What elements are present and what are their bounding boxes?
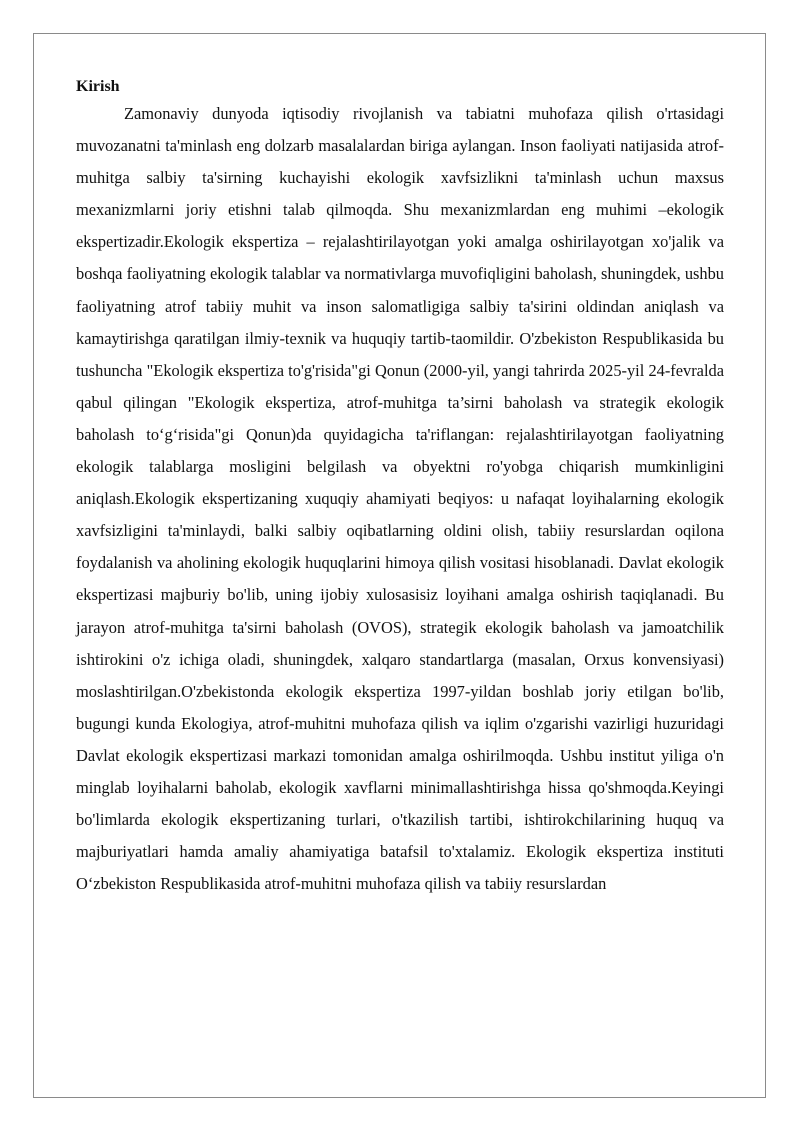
section-heading: Kirish [76,78,120,95]
body-paragraph: Zamonaviy dunyoda iqtisodiy rivojlanish va tabiatni muhofaza qilish o'rtasidagi muvozanatni ta'minlash eng dolzarb masalalardan biriga aylangan. Inson faoliyati natijasida atrof-muhitga salbiy ta'sirning kuchayishi ekologik xavfsizlikni ta'minlash uchun maxsus mexanizmlarni joriy etishni talab qilmoqda. Shu mexanizmlardan eng muhimi –ekologik ekspertizadir.Ekologik ekspertiza – rejalashtirilayotgan yoki amalga oshirilayotgan xo'jalik va boshqa faoliyatning ekologik talablar va normativlarga muvofiqligini baholash, shuningdek, ushbu faoliyatning atrof tabiiy muhit va inson salomatligiga salbiy ta'sirini oldindan aniqlash va kamaytirishga qaratilgan ilmiy-texnik va huquqiy tartib-taomildir. O'zbekiston Respublikasida bu tushuncha "Ekologik ekspertiza to'g'risida"gi Qonun (2000-yil, yangi tahrirda 2025-yil 24-fevralda qabul qilingan "Ekologik ekspertiza, atrof-muhitga ta’sirni baholash va strategik ekologik baholash to‘g‘risida"gi Qonun)da quyidagicha ta'riflangan: rejalashtirilayotgan faoliyatning ekologik talablarga mosligini belgilash va obyektni ro'yobga chiqarish mumkinligini aniqlash.Ekologik ekspertizaning xuquqiy ahamiyati beqiyos: u nafaqat loyihalarning ekologik xavfsizligini ta'minlaydi, balki salbiy oqibatlarning oldini olish, tabiiy resurslardan oqilona foydalanish va aholining ekologik huquqlarini himoya qilish vositasi hisoblanadi. Davlat ekologik ekspertizasi majburiy bo'lib, uning ijobiy xulosasisiz loyihani amalga oshirish taqiqlanadi. Bu jarayon atrof-muhitga ta'sirni baholash (OVOS), strategik ekologik baholash va jamoatchilik ishtirokini o'z ichiga oladi, shuningdek, xalqaro standartlarga (masalan, Orxus konvensiyasi) moslashtirilgan.O'zbekistonda ekologik ekspertiza 1997-yildan boshlab joriy etilgan bo'lib, bugungi kunda Ekologiya, atrof-muhitni muhofaza qilish va iqlim o'zgarishi vazirligi huzuridagi Davlat ekologik ekspertizasi markazi tomonidan amalga oshirilmoqda. Ushbu institut yiliga o'n minglab loyihalarni baholab, ekologik xavflarni minimallashtirishga hissa qo'shmoqda.Keyingi bo'limlarda ekologik ekspertizaning turlari, o'tkazilish tartibi, ishtirokchilarining huquq va majburiyatlari hamda amaliy ahamiyatiga batafsil to'xtalamiz. Ekologik ekspertiza instituti O‘zbekiston Respublikasida atrof-muhitni muhofaza qilish va tabiiy resurslardan [76,104,724,894]
document-body [76,76,724,900]
